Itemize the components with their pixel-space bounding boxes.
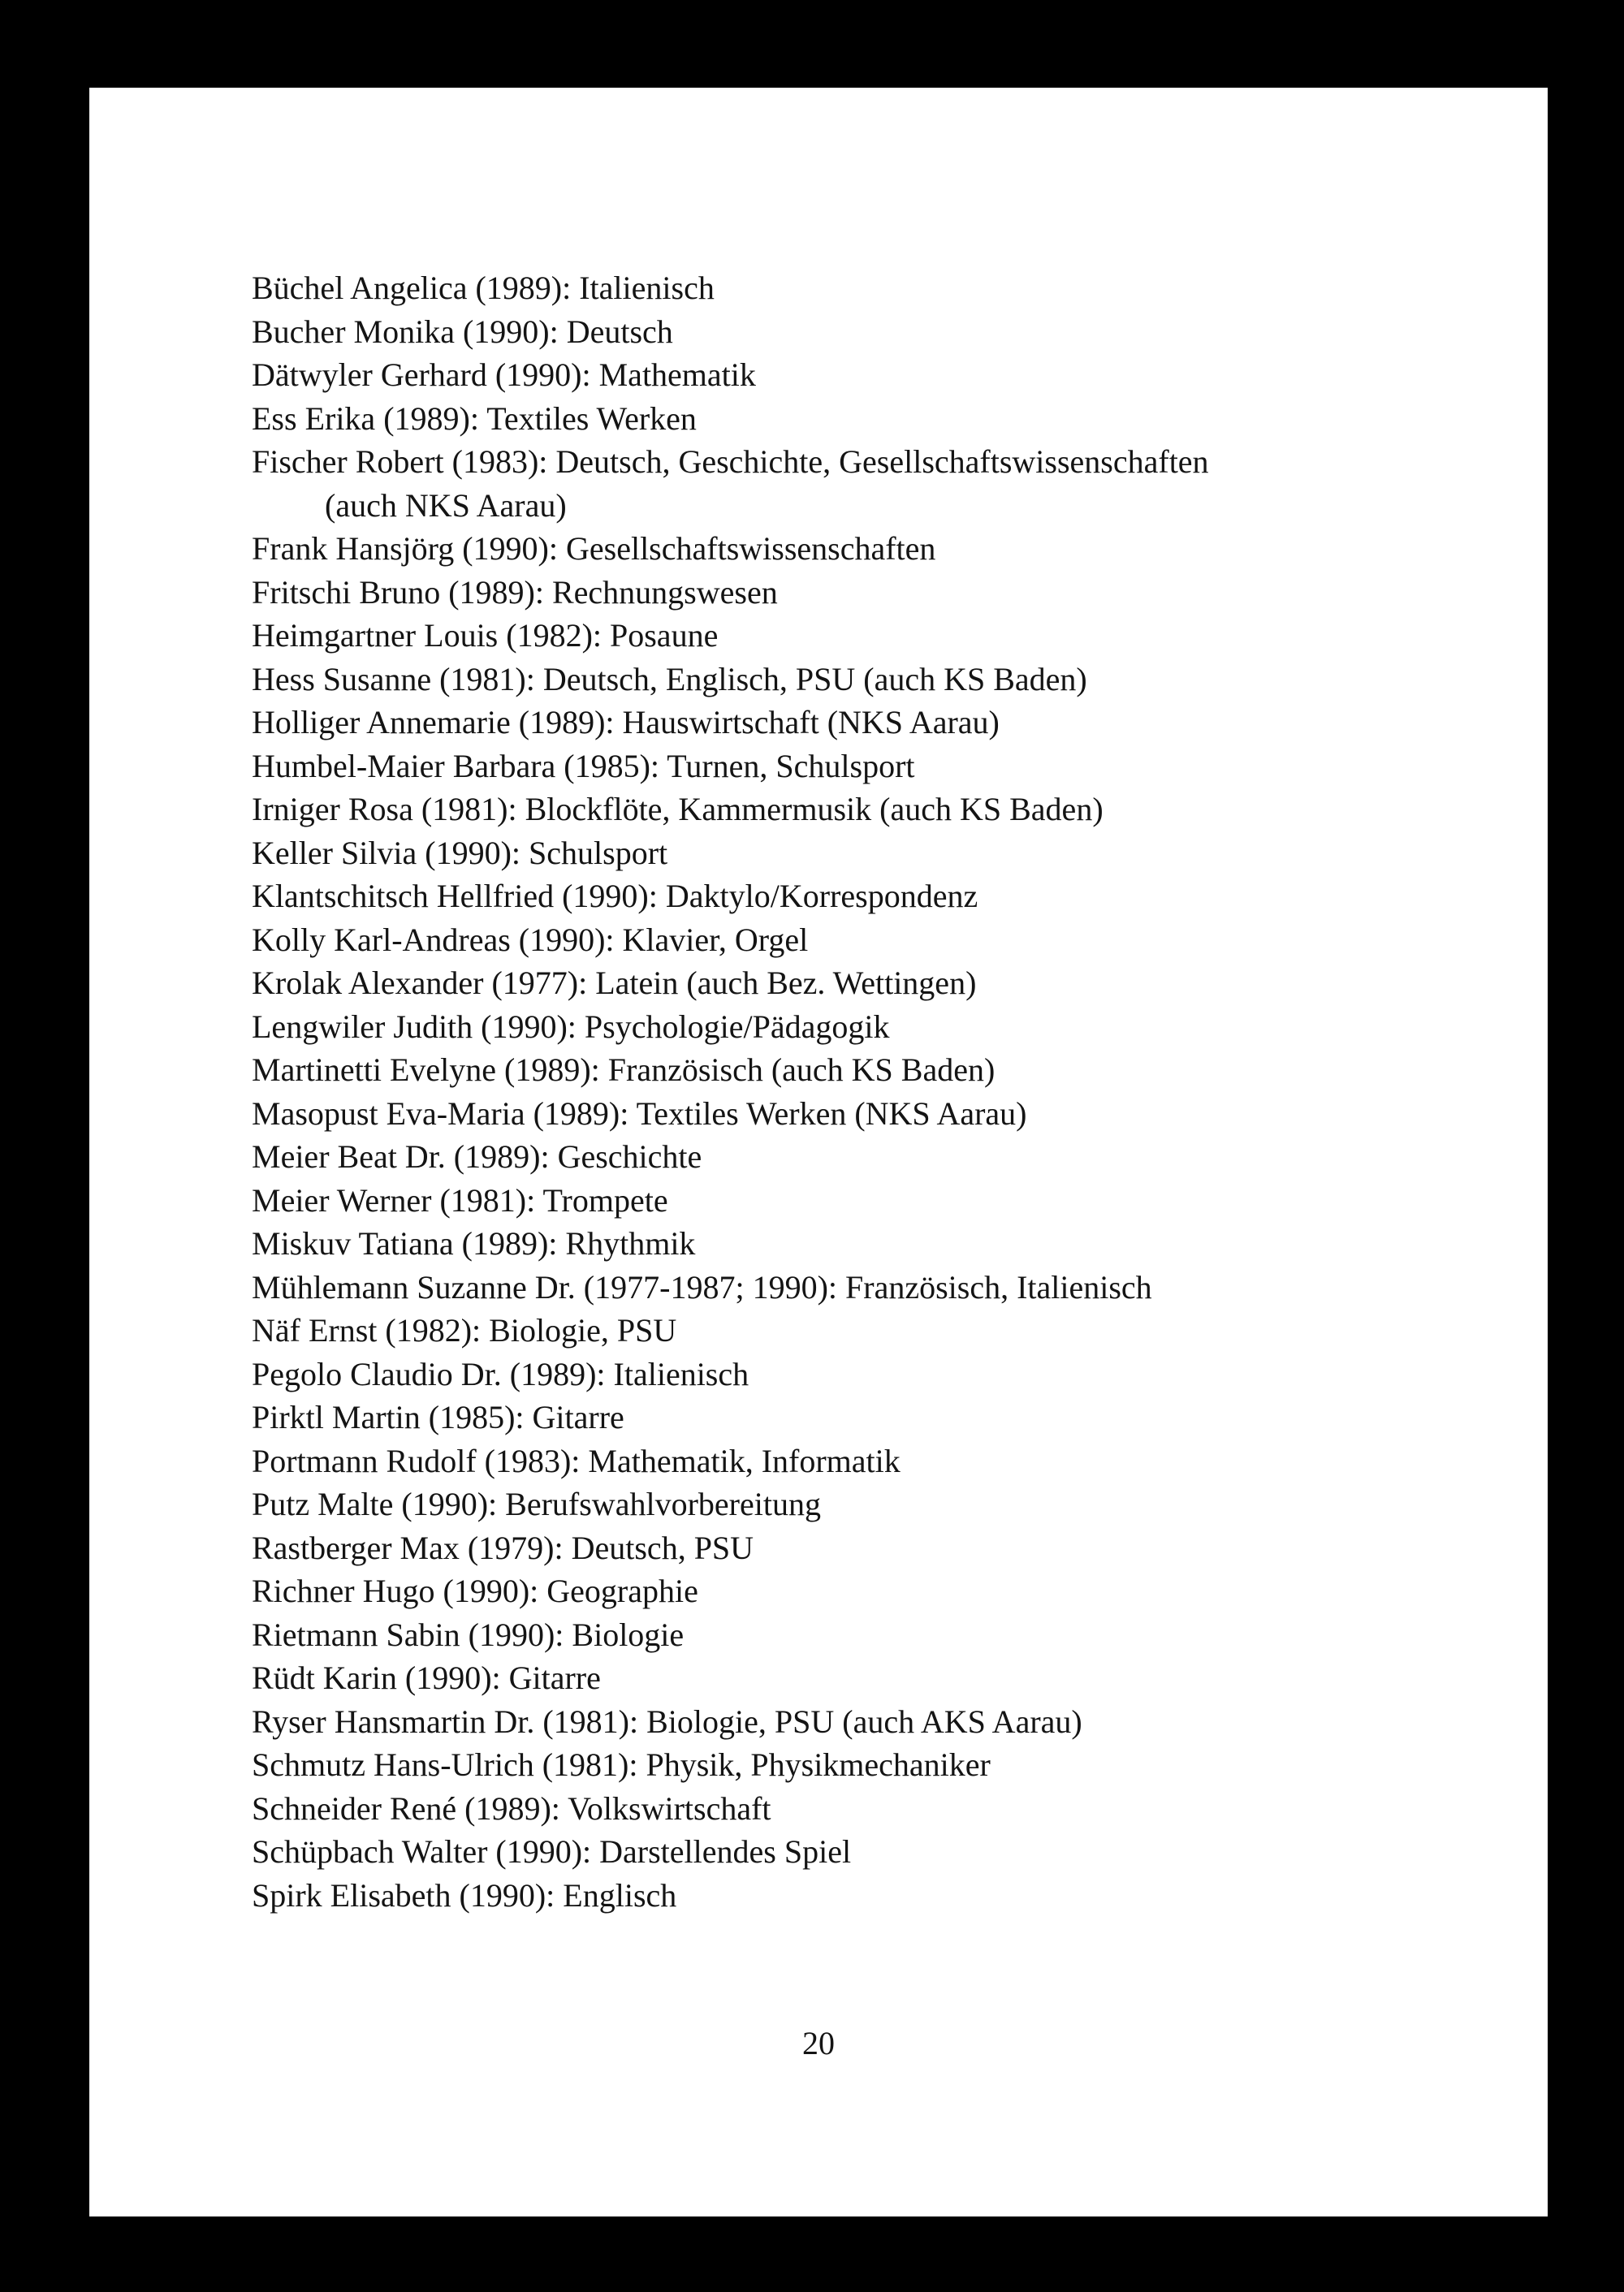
- list-item: Richner Hugo (1990): Geographie: [252, 1573, 698, 1609]
- list-item: Spirk Elisabeth (1990): Englisch: [252, 1876, 677, 1914]
- list-item: Ryser Hansmartin Dr. (1981): Biologie, PSU (auch AKS Aarau): [252, 1703, 1082, 1740]
- list-item: Bucher Monika (1990): Deutsch: [252, 313, 673, 350]
- list-item: Hess Susanne (1981): Deutsch, Englisch, PSU (auch KS Baden): [252, 660, 1087, 697]
- list-item-continuation: [252, 484, 1429, 528]
- list-item: Schmutz Hans-Ulrich (1981): Physik, Physikmechaniker: [252, 1746, 991, 1783]
- list-item: Miskuv Tatiana (1989): Rhythmik: [252, 1225, 696, 1262]
- list-item: Rastberger Max (1979): Deutsch, PSU: [252, 1529, 754, 1566]
- list-item: Portmann Rudolf (1983): Mathematik, Informatik: [252, 1442, 901, 1479]
- list-item: Keller Silvia (1990): Schulsport: [252, 834, 668, 871]
- list-item: Martinetti Evelyne (1989): Französisch (auch KS Baden): [252, 1051, 996, 1088]
- list-item: Rüdt Karin (1990): Gitarre: [252, 1660, 601, 1696]
- list-item: Dätwyler Gerhard (1990): Mathematik: [252, 356, 756, 393]
- list-item: Masopust Eva-Maria (1989): Textiles Werken (NKS Aarau): [252, 1094, 1027, 1132]
- list-item: Kolly Karl-Andreas (1990): Klavier, Orgel: [252, 921, 809, 958]
- list-item: Irniger Rosa (1981): Blockflöte, Kammermusik (auch KS Baden): [252, 791, 1104, 827]
- list-item: Putz Malte (1990): Berufswahlvorbereitung: [252, 1486, 821, 1522]
- list-item: Humbel-Maier Barbara (1985): Turnen, Schulsport: [252, 747, 915, 784]
- list-item: Fischer Robert (1983): Deutsch, Geschichte, Gesellschaftswissenschaften: [252, 443, 1209, 480]
- list-item: Näf Ernst (1982): Biologie, PSU: [252, 1312, 677, 1349]
- list-item: Pirktl Martin (1985): Gitarre: [252, 1399, 624, 1435]
- list-item: Büchel Angelica (1989): Italienisch: [252, 270, 715, 306]
- list-item: Frank Hansjörg (1990): Gesellschaftswissenschaften: [252, 530, 936, 567]
- list-item: Schneider René (1989): Volkswirtschaft: [252, 1789, 771, 1827]
- document-page: [89, 88, 1548, 2216]
- list-item: Lengwiler Judith (1990): Psychologie/Pädagogik: [252, 1008, 890, 1045]
- list-item: Heimgartner Louis (1982): Posaune: [252, 617, 719, 654]
- list-item: Ess Erika (1989): Textiles Werken: [252, 399, 697, 437]
- list-item: Schüpbach Walter (1990): Darstellendes Spiel: [252, 1833, 852, 1870]
- list-item: Mühlemann Suzanne Dr. (1977-1987; 1990): Französisch, Italienisch: [252, 1268, 1152, 1306]
- list-item: Klantschitsch Hellfried (1990): Daktylo/Korrespondenz: [252, 878, 978, 914]
- list-item: Meier Werner (1981): Trompete: [252, 1181, 668, 1219]
- list-item: Pegolo Claudio Dr. (1989): Italienisch: [252, 1355, 749, 1392]
- list-item: Holliger Annemarie (1989): Hauswirtschaft (NKS Aarau): [252, 704, 1000, 740]
- teacher-list: [252, 266, 1429, 1917]
- continuation-text: (auch NKS Aarau): [325, 486, 567, 524]
- list-item: Rietmann Sabin (1990): Biologie: [252, 1616, 685, 1653]
- list-item: Meier Beat Dr. (1989): Geschichte: [252, 1138, 702, 1175]
- list-item: Krolak Alexander (1977): Latein (auch Bez. Wettingen): [252, 965, 977, 1001]
- list-item: Fritschi Bruno (1989): Rechnungswesen: [252, 573, 778, 611]
- page-number: 20: [802, 2025, 835, 2061]
